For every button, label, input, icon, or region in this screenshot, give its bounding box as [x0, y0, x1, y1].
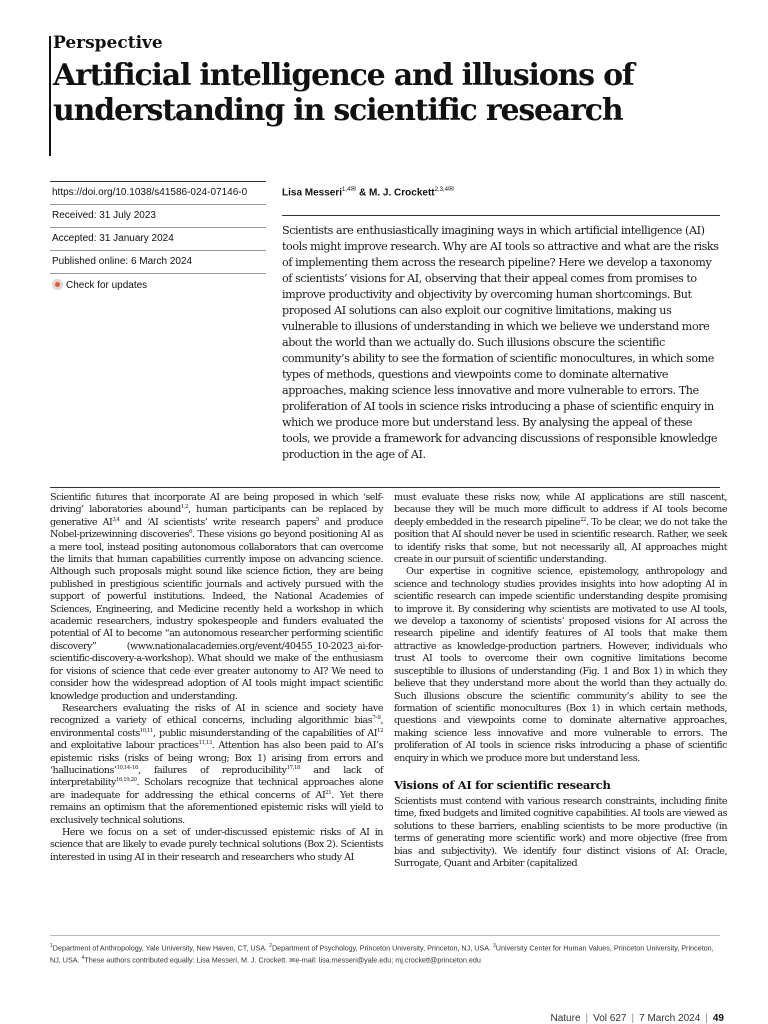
body-divider [50, 487, 720, 488]
body-paragraph: Researchers evaluating the risks of AI in science and society have recognized a variety of ethical concerns, including algorithmic bias$^{7-9}$, environmental costs$^{10,11}$, public misunderstanding of the capabilities of AI$^{12}$ and exploitative labour practices$^{11,13}$. Attention has also been paid to AI’s epistemic risks (risks of being wrong; Box 1) arising from errors and ‘hallucinations’$^{10,14-16}$, failures of reproducibility$^{17,18}$ and lack of interpretability$^{16,19,20}$. Scholars recognize that technical approaches alone are inadequate for addressing the ethical concerns of AI$^{21}$. Yet there remains an optimism that the aforementioned epistemic risks will yield to exclusively technical solutions. [50, 702, 384, 826]
body-paragraph: Here we focus on a set of under-discussed epistemic risks of AI in science that are likely to evade purely technical solutions (Box 2). Scientists interested in using AI in their research and researchers who study AI [50, 826, 383, 863]
title-line-1: Artificial intelligence and illusions of [53, 58, 634, 93]
header-accent-rule [49, 36, 51, 156]
reference-link[interactable]: 1,2 [180, 504, 189, 511]
reference-link[interactable]: 3,4 [112, 516, 120, 523]
article-type-label: Perspective [53, 33, 163, 53]
reference-link[interactable]: 17,18 [286, 764, 300, 771]
author-list [282, 185, 454, 198]
check-updates-label: Check for updates [66, 280, 148, 291]
author-crockett-affiliation: 2,3,4✉ [434, 186, 454, 193]
mail-icon: ✉ [289, 955, 296, 965]
abstract: Scientists are enthusiastically imagining ways in which artificial intelligence (AI) tools might improve research. Why are AI tools so attractive and what are the risks of implementing them across the research pipeline? Here we develop a taxonomy of scientists’ visions for AI, observing that their appeal comes from promises to improve productivity and objectivity by overcoming human shortcomings. But proposed AI solutions can also exploit our cognitive limitations, making us vulnerable to illusions of understanding in which we believe we understand more about the world than we actually do. Such illusions obscure the scientific community’s ability to see the formation of scientific monocultures, in which some types of methods, questions and viewpoints come to dominate alternative approaches, making science less innovative and more vulnerable to errors. The proliferation of AI tools in science risks introducing a phase of scientific enquiry in which we produce more but understand less. By analysing the appeal of these tools, we provide a framework for advancing discussions of responsible knowledge production in the age of AI. [282, 224, 719, 461]
article-metadata [50, 181, 266, 297]
published-date: Published online: 6 March 2024 [50, 251, 266, 274]
author-crockett[interactable]: & M. J. Crockett [359, 187, 435, 199]
author-messeri-affiliation: 1,4✉ [342, 186, 357, 193]
body-column-left [50, 492, 383, 864]
page-footer [551, 1013, 725, 1024]
reference-link[interactable]: 6 [188, 529, 192, 536]
reference-link[interactable]: 10,11 [139, 727, 154, 734]
footer-separator: | [585, 1013, 589, 1024]
mail-icon: ✉ [350, 186, 357, 193]
footnote-rule [50, 935, 720, 936]
doi-link[interactable]: https://doi.org/10.1038/s41586-024-07146-0 [50, 181, 266, 205]
journal-name: Nature [550, 1013, 581, 1024]
body-paragraph: Scientific futures that incorporate AI are being proposed in which ‘self-driving’ laboratories abound$^{1,2}$, human participants can be replaced by generative AI$^{3,4}$ and ‘AI scientists’ write research papers$^5$ and produce Nobel-prizewinning discoveries$^6$. These visions go beyond positioning AI as a mere tool, instead positing autonomous collaborators that can overcome the limits that human capabilities currently impose on advancing science. Although such proposals might sound like science fiction, they are being published in prestigious scientific journals and actively pursued with the support of powerful institutions. Indeed, the National Academies of Sciences, Engineering, and Medicine recently held a workshop in which academic researchers, industry spokespeople and funders evaluated the potential of AI to become “an autonomous researcher performing scientific discovery” (www.nationalacademies.org/event/40455_10-2023_ai-for-scientific-discovery-a-workshop). What should we make of the enthusiasm for visions of science that cede ever greater autonomy to AI? We need to consider how the widespread adoption of AI tools might impact scientific knowledge production and understanding. [50, 492, 383, 702]
reference-link[interactable]: 7–9 [372, 715, 381, 722]
abstract-rule [282, 215, 720, 216]
received-date: Received: 31 July 2023 [50, 205, 266, 228]
reference-link[interactable]: 12 [377, 727, 383, 734]
check-for-updates-link[interactable] [50, 274, 266, 297]
section-heading: Visions of AI for scientific research [394, 777, 611, 792]
reference-link[interactable]: 21 [325, 789, 332, 796]
footer-separator: | [705, 1013, 708, 1024]
accepted-date: Accepted: 31 January 2024 [50, 228, 266, 251]
body-column-right [394, 492, 727, 870]
title-line-2: understanding in scientific research [53, 93, 623, 128]
check-updates-icon [52, 279, 63, 290]
email-links[interactable]: e-mail: lisa.messeri@yale.edu; mj.crockett@princeton.edu [295, 955, 481, 965]
affiliation-footnotes: $^1$Department of Anthropology, Yale University, New Haven, CT, USA. $^2$Department of Psychology, Princeton University, Princeton, NJ, USA. $^3$University Center for Human Values, Princeton University, Princeton, NJ, USA. $^4$These authors contributed equally: Lisa Messeri, M. J. Crockett. ✉e-mail: lisa.messeri@yale.edu; mj.crockett@princeton.edu [50, 943, 714, 965]
body-paragraph: Our expertise in cognitive science, epistemology, anthropology and science and technology studies provides insights into how adopting AI in scientific research can impede scientific understanding despite promising to improve it. By considering why scientists are motivated to use AI tools, we develop a taxonomy of scientists’ proposed visions for AI across the research pipeline and identify features of AI tools that make them attractive as knowledge-production partners. However, individuals who trust AI tools to overcome their own cognitive limitations become susceptible to illusions of understanding (Fig. 1 and Box 1) in which they believe that they understand more about the world than they actually do. Such illusions obscure the scientific community’s ability to see the formation of scientific monocultures (Box 1) in which certain methods, questions and viewpoints come to dominate alternative approaches, making science less innovative and more vulnerable to errors. The proliferation of AI tools in science risks introducing a phase of scientific enquiry in which we produce more but understand less. [394, 566, 727, 764]
body-paragraph: must evaluate these risks now, while AI applications are still nascent, because they will be much more difficult to address if AI tools become deeply embedded in the research pipeline$^{22}$. To be clear, we do not take the position that AI should never be used in scientific research. Rather, we seek to identify risks that some, but not necessarily all, AI approaches might create in our pursuit of scientific understanding. [394, 492, 727, 566]
page-number: 49 [712, 1013, 724, 1024]
article-title [53, 58, 693, 128]
reference-link[interactable]: 10,14–16 [116, 764, 138, 771]
body-paragraph: Scientists must contend with various research constraints, including finite time, fixed budgets and limited cognitive capabilities. AI tools are viewed as solutions to these barriers, enabling scientists to be more productive (in terms of generating more scientific work) and more objective (free from bias and subjectivity). We identify four distinct visions of AI: Oracle, Surrogate, Quant and Arbiter (capitalized [394, 795, 727, 869]
footer-separator: | [631, 1013, 635, 1024]
journal-volume: Vol 627 [593, 1013, 627, 1024]
issue-date: 7 March 2024 [639, 1013, 701, 1024]
reference-link[interactable]: 5 [315, 516, 319, 523]
mail-icon: ✉ [447, 186, 454, 193]
reference-link[interactable]: 22 [580, 516, 587, 523]
reference-link[interactable]: 16,19,20 [115, 777, 137, 784]
reference-link[interactable]: 11,13 [198, 739, 212, 746]
author-messeri[interactable]: Lisa Messeri [282, 187, 343, 199]
